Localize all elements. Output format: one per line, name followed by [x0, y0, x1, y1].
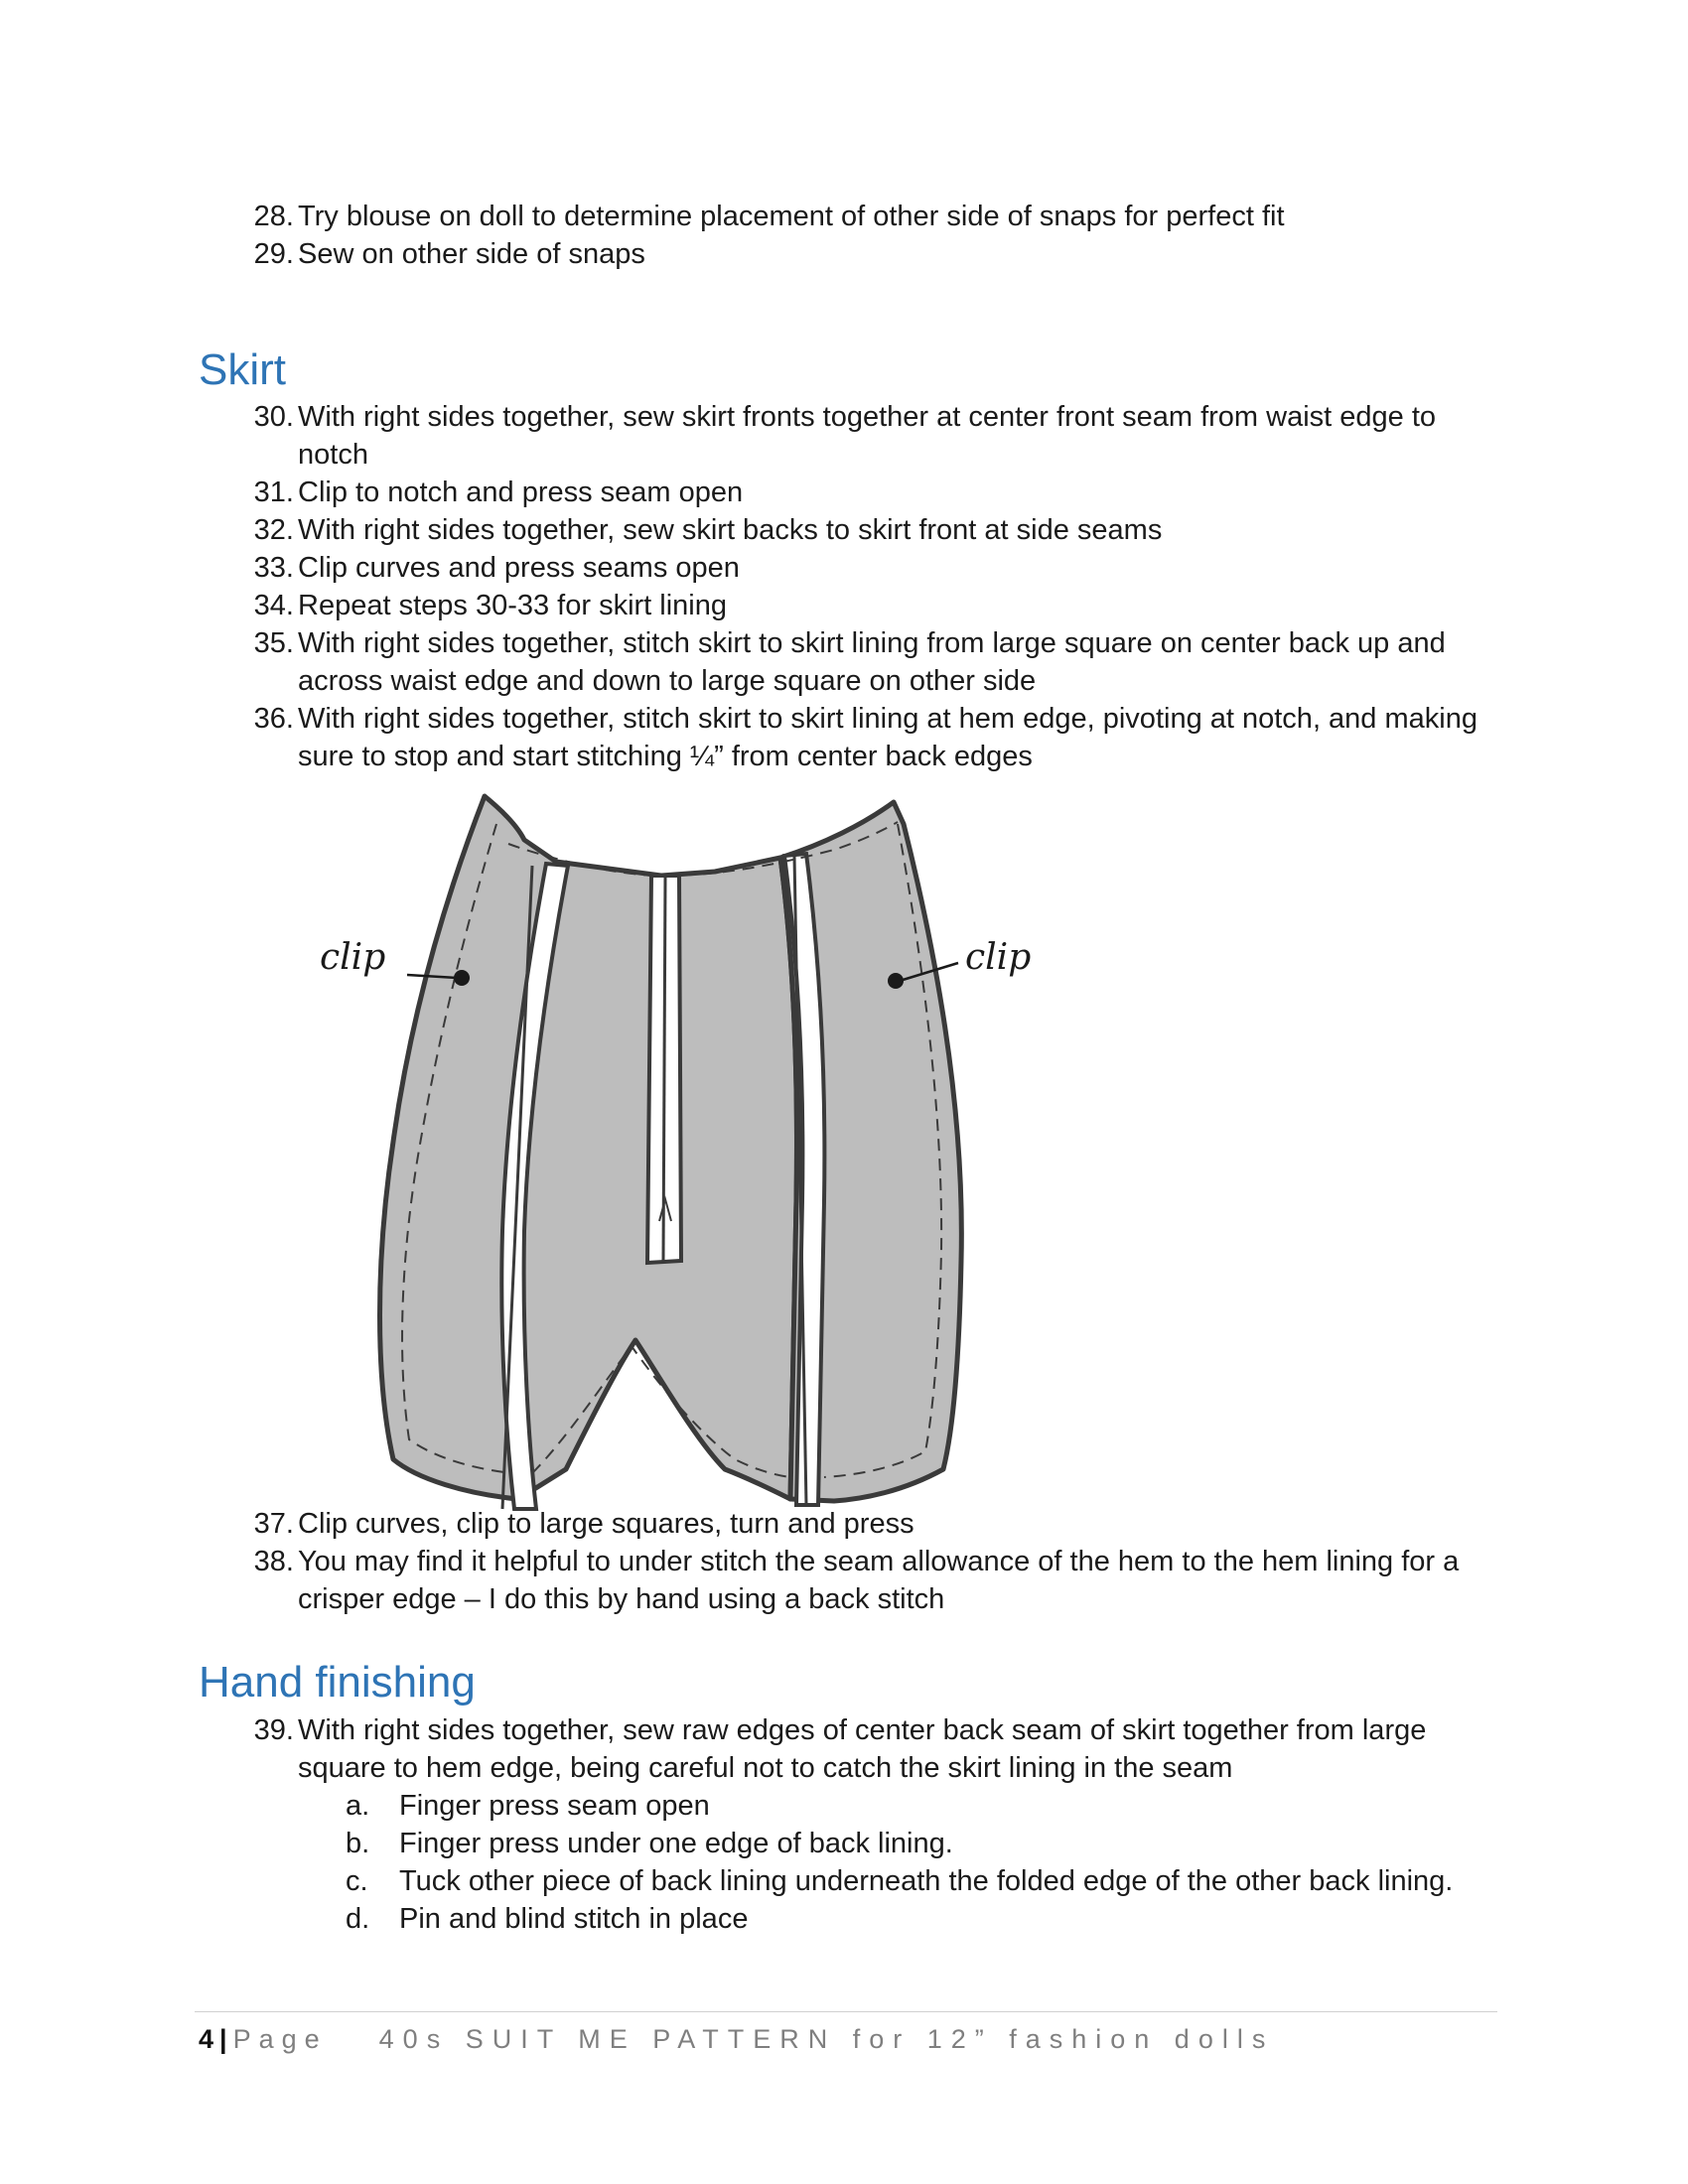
list-item: [246, 549, 1477, 587]
clip-label-left: clip: [320, 937, 386, 978]
list-item: [246, 1505, 1477, 1543]
clip-label-right: clip: [965, 937, 1032, 978]
footer-divider: [195, 2011, 1497, 2012]
step-text: Clip curves and press seams open: [298, 552, 740, 584]
footer-separator: |: [219, 2024, 227, 2054]
steps-top-list: [246, 198, 1497, 273]
step-text: Clip to notch and press seam open: [298, 477, 744, 508]
step-text: With right sides together, sew skirt backs to skirt front at side seams: [298, 514, 1163, 546]
skirt-steps-list: [246, 398, 1477, 775]
list-item: [346, 1825, 1458, 1862]
step-number: 28.: [253, 201, 294, 232]
step-number: 30.: [253, 401, 294, 433]
page-footer: [199, 2021, 1274, 2057]
list-item: [246, 1711, 1507, 1787]
substep-letter: b.: [346, 1828, 370, 1859]
list-item: [246, 235, 1497, 273]
skirt-steps-after-list: [246, 1505, 1477, 1618]
step-text: With right sides together, sew raw edges of center back seam of skirt together from large square to hem edge, being careful not to catch the skirt lining in the seam: [298, 1714, 1427, 1784]
document-title: 40s SUIT ME PATTERN for 12” fashion dolls: [378, 2024, 1275, 2054]
list-item: [246, 1543, 1477, 1618]
substep-text: Tuck other piece of back lining underneath the folded edge of the other back lining.: [399, 1865, 1454, 1897]
skirt-heading: Skirt: [199, 345, 286, 394]
step-text: You may find it helpful to under stitch the seam allowance of the hem to the hem lining for a crisper edge – I do this by hand using a back stitch: [298, 1546, 1460, 1615]
substep-letter: d.: [346, 1903, 370, 1935]
step-text: Try blouse on doll to determine placement of other side of snaps for perfect fit: [298, 201, 1285, 232]
page-number: 4: [199, 2024, 214, 2054]
step-text: Sew on other side of snaps: [298, 238, 645, 270]
step-number: 39.: [253, 1714, 294, 1746]
list-item: [246, 398, 1477, 474]
step-number: 31.: [253, 477, 294, 508]
list-item: [246, 474, 1477, 511]
step-text: With right sides together, stitch skirt to skirt lining from large square on center back up and across waist edge and down to large square on other side: [298, 627, 1446, 697]
step-number: 37.: [253, 1508, 294, 1540]
hand-finishing-heading: Hand finishing: [199, 1658, 476, 1706]
list-item: [246, 587, 1477, 624]
step-number: 35.: [253, 627, 294, 659]
substep-letter: a.: [346, 1790, 370, 1822]
substep-text: Finger press under one edge of back lining.: [399, 1828, 953, 1859]
list-item: [346, 1862, 1458, 1900]
list-item: [246, 511, 1477, 549]
step-number: 33.: [253, 552, 294, 584]
step-text: With right sides together, stitch skirt to skirt lining at hem edge, pivoting at notch, and making sure to stop and start stitching ¼” from center back edges: [298, 703, 1477, 772]
substep-letter: c.: [346, 1865, 368, 1897]
step-text: Repeat steps 30-33 for skirt lining: [298, 590, 727, 621]
step-number: 38.: [253, 1546, 294, 1577]
step-number: 36.: [253, 703, 294, 735]
list-item: [346, 1787, 1458, 1825]
hand-finishing-substeps-list: [346, 1787, 1458, 1938]
page-label: Page: [232, 2024, 328, 2054]
substep-text: Pin and blind stitch in place: [399, 1903, 749, 1935]
list-item: [246, 700, 1477, 775]
step-number: 32.: [253, 514, 294, 546]
step-text: With right sides together, sew skirt fronts together at center front seam from waist edge to notch: [298, 401, 1437, 471]
step-text: Clip curves, clip to large squares, turn and press: [298, 1508, 914, 1540]
substep-text: Finger press seam open: [399, 1790, 710, 1822]
hand-finishing-steps-list: [246, 1711, 1507, 1787]
list-item: [246, 198, 1497, 235]
list-item: [346, 1900, 1458, 1938]
skirt-illustration: [298, 784, 1092, 1519]
step-number: 29.: [253, 238, 294, 270]
list-item: [246, 624, 1477, 700]
step-number: 34.: [253, 590, 294, 621]
